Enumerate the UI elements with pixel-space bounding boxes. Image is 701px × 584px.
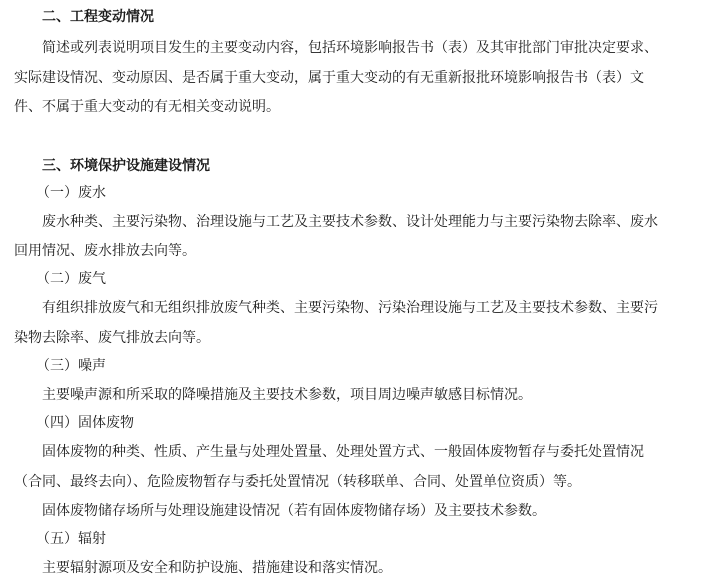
section-2-paragraph-line-1: 简述或列表说明项目发生的主要变动内容，包括环境影响报告书（表）及其审批部门审批决定要求、 [42, 40, 658, 56]
solid-waste-line-3: 固体废物储存场所与处理设施建设情况（若有固体废物储存场）及主要技术参数。 [42, 503, 546, 519]
solid-waste-line-1: 固体废物的种类、性质、产生量与处理处置量、处理处置方式、一般固体废物暂存与委托处置情况 [42, 444, 644, 460]
section-3-heading: 三、环境保护设施建设情况 [42, 158, 210, 174]
radiation-line-1: 主要辐射源项及安全和防护设施、措施建设和落实情况。 [42, 560, 392, 576]
exhaust-line-1: 有组织排放废气和无组织排放废气种类、主要污染物、污染治理设施与工艺及主要技术参数、主要污 [42, 300, 658, 316]
solid-waste-subheading: （四）固体废物 [36, 415, 134, 431]
exhaust-subheading: （二）废气 [36, 271, 106, 287]
noise-subheading: （三）噪声 [36, 358, 106, 374]
radiation-subheading: （五）辐射 [36, 531, 106, 547]
solid-waste-line-2: （合同、最终去向）、危险废物暂存与委托处置情况（转移联单、合同、处置单位资质）等。 [14, 474, 581, 490]
section-2-heading: 二、工程变动情况 [42, 9, 154, 25]
wastewater-subheading: （一）废水 [36, 185, 106, 201]
wastewater-line-2: 回用情况、废水排放去向等。 [14, 243, 196, 259]
exhaust-line-2: 染物去除率、废气排放去向等。 [14, 330, 210, 346]
section-2-paragraph-line-2: 实际建设情况、变动原因、是否属于重大变动，属于重大变动的有无重新报批环境影响报告书（表）文 [14, 70, 644, 86]
wastewater-line-1: 废水种类、主要污染物、治理设施与工艺及主要技术参数、设计处理能力与主要污染物去除率、废水 [42, 214, 658, 230]
section-2-paragraph-line-3: 件、不属于重大变动的有无相关变动说明。 [14, 99, 280, 115]
noise-line-1: 主要噪声源和所采取的降噪措施及主要技术参数，项目周边噪声敏感目标情况。 [42, 387, 532, 403]
